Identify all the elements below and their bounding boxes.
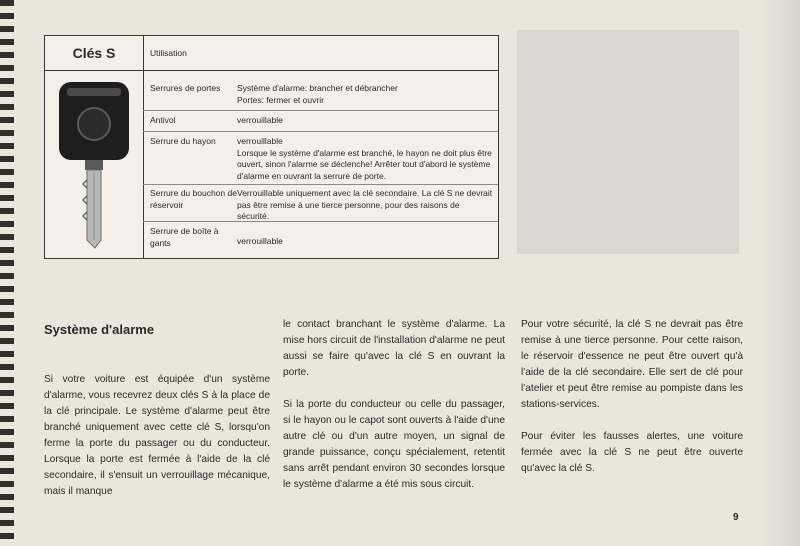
paragraph: le contact branchant le système d'alarme. La mise hors circuit de l'installation d'alarme ne peut aussi se faire qu'avec la clé S en ouvrant la porte. <box>283 319 505 378</box>
row-divider <box>143 131 498 132</box>
page-edge-shadow <box>760 0 800 546</box>
section-heading: Système d'alarme <box>44 322 155 337</box>
row-value-tailgate: verrouillable Lorsque le système d'alarme est branché, le hayon ne doit plus être ouvert, sinon l'alarme se déclenche! Arrêter tout d'abord le système d'alarme en ouvrant la serrure de porte. <box>237 136 492 181</box>
row-label-glovebox: Serrure de boîte à gants <box>150 226 219 248</box>
row-label-steering-lock: Antivol <box>150 115 176 125</box>
text-column-3 <box>521 317 743 493</box>
row-value-fuel-cap: Verrouillable uniquement avec la clé secondaire. La clé S ne devrait pas être remise à une tierce personne, pour des raisons de sécurité. <box>237 188 493 221</box>
key-icon <box>53 80 135 252</box>
key-title: Clés S <box>45 36 143 71</box>
row-label-tailgate: Serrure du hayon <box>150 136 216 146</box>
row-value-steering-lock: verrouillable <box>237 115 283 125</box>
paragraph: Pour votre sécurité, la clé S ne devrait pas être remise à une tierce personne. Pour cette raison, le réservoir d'essence ne peut être ouvert qu'à l'aide de la clé secondaire. Elle sert de clé pour l'atelier et peut être remise au pompiste dans les stations-services. <box>521 319 743 410</box>
key-usage-table <box>44 35 499 259</box>
row-label-fuel-cap: Serrure du bouchon de réservoir <box>150 188 237 210</box>
header-label: Utilisation <box>150 48 187 58</box>
row-value-doors: Système d'alarme: brancher et débrancher Portes: fermer et ouvrir <box>237 83 398 105</box>
gray-panel <box>517 30 739 254</box>
paragraph: Si votre voiture est équipée d'un système d'alarme, vous recevrez deux clés S à la place de la clé principale. Le système d'alarme peut être branché uniquement avec cette clé S, lorsqu'on ferme la porte du passager ou du conducteur. Lorsque la porte est fermée à l'aide de la clé secondaire, il s'ensuit un verrouillage mécanique, mais il manque <box>44 374 270 497</box>
row-divider <box>143 221 498 222</box>
spiral-binding <box>0 0 14 546</box>
header-divider <box>143 70 498 71</box>
paragraph: Si la porte du conducteur ou celle du passager, si le hayon ou le capot sont ouverts à l'aide d'une autre clé ou d'un autre moyen, un signal de grande puissance, conçu spécialement, retentit sans arrêt pendant environ 30 secondes lorsque le système d'alarme a été mis sous circuit. <box>283 399 505 490</box>
row-divider <box>143 110 498 111</box>
row-divider <box>143 184 498 185</box>
key-column <box>45 36 144 258</box>
page-number: 9 <box>733 512 739 523</box>
row-label-doors: Serrures de portes <box>150 83 221 93</box>
text-column-1 <box>44 372 270 516</box>
row-value-glovebox: verrouillable <box>237 236 283 246</box>
paragraph: Pour éviter les fausses alertes, une voiture fermée avec la clé S ne peut être ouverte qu'avec la clé S. <box>521 431 743 474</box>
text-column-2 <box>283 317 505 509</box>
